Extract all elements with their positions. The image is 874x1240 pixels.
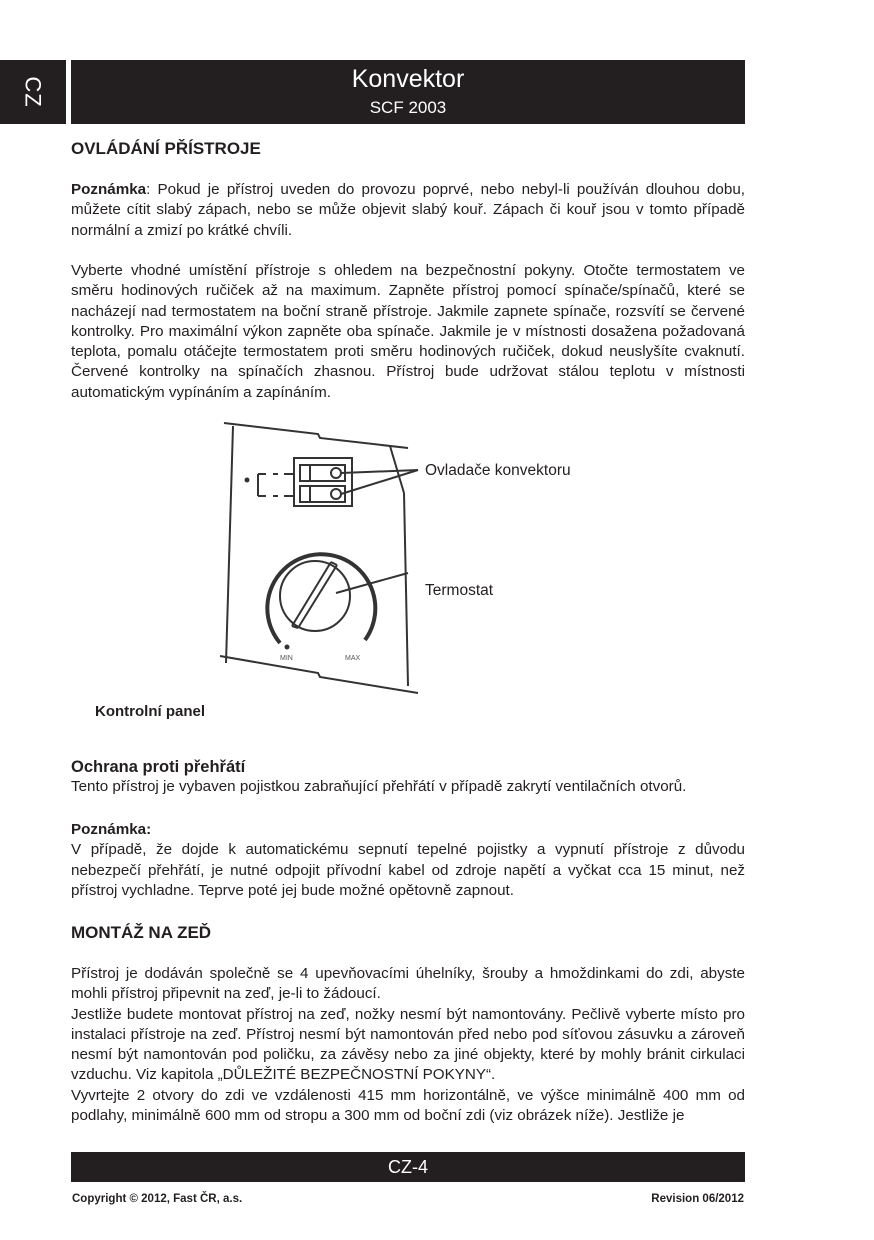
note-first-use [71, 180, 745, 241]
page-number: CZ-4 [388, 1157, 428, 1177]
dial-max-label: MAX [345, 655, 361, 662]
mounting-paragraph-1: Přístroj je dodáván společně se 4 upevňovacími úhelníky, šrouby a hmoždinkami do zdi, abyste mohli přístroj připevnit na zeď, je-li to žádoucí. [71, 965, 745, 1003]
overheat-text: Tento přístroj je vybaven pojistkou zabraňující přehřátí v případě zakrytí ventilačních otvorů. [71, 778, 687, 795]
language-code: CZ [20, 76, 46, 108]
dial-min-label: MIN [280, 655, 293, 662]
mounting-text [71, 964, 745, 1126]
page-header [71, 60, 745, 124]
overheat-note-text: V případě, že dojde k automatickému sepnutí tepelné pojistky a vypnutí přístroje z důvodu nebezpečí přehřátí, je nutné odpojit přívodní kabel od zdroje napětí a vyčkat cca 15 minut, než přístroj vychladne. Teprve poté jej bude možné opětovně zapnout. [71, 841, 745, 899]
model-number: SCF 2003 [369, 98, 447, 117]
control-panel-figure [218, 418, 618, 703]
overheat-note [71, 820, 745, 901]
switches-callout: Ovladače konvektoru [425, 462, 571, 479]
document-title: Konvektor [351, 65, 465, 93]
mounting-paragraph-3: Vyvrtejte 2 otvory do zdi ve vzdálenosti 415 mm horizontálně, ve výšce minimálně 400 mm od podlahy, minimálně 600 mm od stropu a 300 mm od boční zdi (viz obrázek níže). Jestliže je [71, 1086, 745, 1125]
mounting-paragraph-2: Jestliže budete montovat přístroj na zeď, nožky nesmí být namontovány. Pečlivě vyberte místo pro instalaci přístroje na zeď. Přístroj nesmí být namontován před nebo pod síťovou zásuvku a zároveň nesmí být namontován pod poličku, za závěsy nebo za jiné objekty, které by mohly bránit cirkulaci vzduchu. Viz kapitola „DŮLEŽITÉ BEZPEČNOSTNÍ POKYNY“. [71, 1005, 745, 1084]
page-number-bar [71, 1152, 745, 1182]
figure-caption: Kontrolní panel [95, 703, 205, 720]
section-heading-controls: OVLÁDÁNÍ PŘÍSTROJE [71, 139, 261, 158]
section-overheat [71, 758, 745, 797]
note-text: : Pokud je přístroj uveden do provozu poprvé, nebo nebyl-li používán dlouhou dobu, můžete cítit slabý zápach, nebo se může objevit slabý kouř. Zápach či kouř jsou v tomto případě normální a zmizí po krátké chvíli. [71, 181, 745, 239]
revision: Revision 06/2012 [651, 1193, 744, 1205]
section-heading-overheat: Ochrana proti přehřátí [71, 758, 246, 776]
note-label: Poznámka [71, 181, 147, 198]
thermostat-callout: Termostat [425, 582, 494, 599]
control-panel-diagram [218, 418, 618, 703]
copyright: Copyright © 2012, Fast ČR, a.s. [72, 1193, 243, 1205]
overheat-note-label: Poznámka: [71, 821, 152, 838]
section-heading-mounting: MONTÁŽ NA ZEĎ [71, 923, 212, 942]
section-mounting [71, 923, 745, 943]
operation-paragraph-block [71, 261, 745, 403]
language-tab [0, 60, 66, 124]
section-controls [71, 139, 745, 159]
operation-paragraph: Vyberte vhodné umístění přístroje s ohledem na bezpečnostní pokyny. Otočte termostatem ve směru hodinových ručiček až na maximum. Zapněte přístroj pomocí spínače/spínačů, které se nacházejí nad termostatem na boční straně přístroje. Jakmile zapnete spínače, rozsvítí se červené kontrolky. Pro maximální výkon zapněte oba spínače. Jakmile je v místnosti dosažena požadovaná teplota, pomalu otáčejte termostatem proti směru hodinových ručiček, dokud neuslyšíte cvaknutí. Červené kontrolky na spínačích zhasnou. Přístroj bude udržovat stálou teplotu v místnosti automatickým vypínáním a zapínáním. [71, 262, 745, 401]
